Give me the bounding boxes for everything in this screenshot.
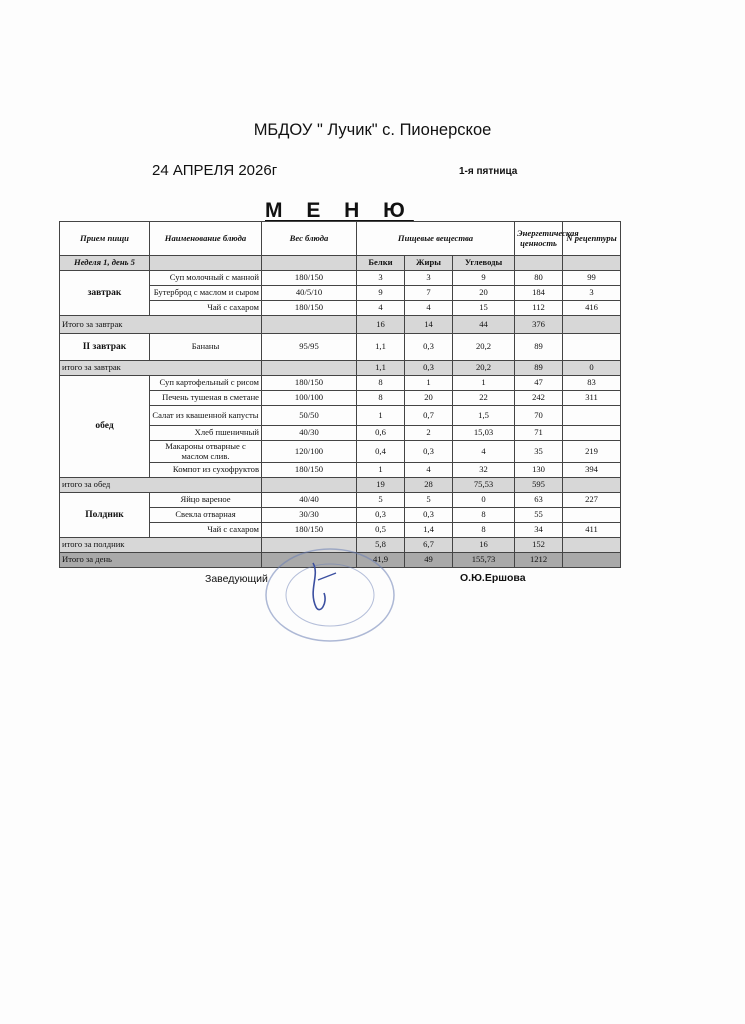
recipe-cell xyxy=(563,426,621,441)
dish-weight: 180/150 xyxy=(262,271,357,286)
header-meal: Прием пищи xyxy=(60,222,150,256)
dish-weight: 180/150 xyxy=(262,301,357,316)
energy-cell: 595 xyxy=(515,478,563,493)
fat-cell: 5 xyxy=(405,493,453,508)
recipe-cell: 411 xyxy=(563,523,621,538)
fat-cell: 7 xyxy=(405,286,453,301)
carbs-cell: 4 xyxy=(453,441,515,463)
meal-snack: Полдник xyxy=(60,493,150,538)
header-protein: Белки xyxy=(357,256,405,271)
recipe-cell: 311 xyxy=(563,391,621,406)
fat-cell: 28 xyxy=(405,478,453,493)
protein-cell: 16 xyxy=(357,316,405,334)
recipe-cell: 394 xyxy=(563,463,621,478)
table-row xyxy=(60,376,621,391)
dish-name: Компот из сухофруктов xyxy=(150,463,262,478)
recipe-cell: 227 xyxy=(563,493,621,508)
week-day-label: Неделя 1, день 5 xyxy=(60,256,150,271)
fat-cell: 4 xyxy=(405,301,453,316)
energy-cell: 34 xyxy=(515,523,563,538)
protein-cell: 5 xyxy=(357,493,405,508)
energy-cell: 112 xyxy=(515,301,563,316)
carbs-cell: 75,53 xyxy=(453,478,515,493)
dish-name: Чай с сахаром xyxy=(150,301,262,316)
subheader-row xyxy=(60,256,621,271)
fat-cell: 2 xyxy=(405,426,453,441)
meal-lunch: обед xyxy=(60,376,150,478)
fat-cell: 3 xyxy=(405,271,453,286)
protein-cell: 41,9 xyxy=(357,553,405,568)
menu-table xyxy=(59,221,621,568)
dish-weight: 180/150 xyxy=(262,376,357,391)
energy-cell: 63 xyxy=(515,493,563,508)
recipe-cell xyxy=(563,508,621,523)
carbs-cell: 20,2 xyxy=(453,334,515,361)
recipe-cell xyxy=(563,553,621,568)
protein-cell: 0,6 xyxy=(357,426,405,441)
dish-name: Суп картофельный с рисом xyxy=(150,376,262,391)
protein-cell: 9 xyxy=(357,286,405,301)
dish-name: Бананы xyxy=(150,334,262,361)
carbs-cell: 15 xyxy=(453,301,515,316)
stamp-icon xyxy=(258,545,398,645)
energy-cell: 70 xyxy=(515,406,563,426)
total-row xyxy=(60,478,621,493)
organization-title: МБДОУ " Лучик" с. Пионерское xyxy=(253,121,492,139)
dish-weight: 40/40 xyxy=(262,493,357,508)
protein-cell: 1 xyxy=(357,463,405,478)
dish-weight: 180/150 xyxy=(262,523,357,538)
meal-breakfast: завтрак xyxy=(60,271,150,316)
dish-name: Суп молочный с манной xyxy=(150,271,262,286)
recipe-cell xyxy=(563,538,621,553)
fat-cell: 1 xyxy=(405,376,453,391)
energy-cell: 184 xyxy=(515,286,563,301)
fat-cell: 6,7 xyxy=(405,538,453,553)
dish-weight: 40/5/10 xyxy=(262,286,357,301)
header-weight: Вес блюда xyxy=(262,222,357,256)
carbs-cell: 22 xyxy=(453,391,515,406)
energy-cell: 55 xyxy=(515,508,563,523)
signature-name: О.Ю.Ершова xyxy=(460,572,526,584)
dish-weight: 95/95 xyxy=(262,334,357,361)
recipe-cell: 3 xyxy=(563,286,621,301)
fat-cell: 0,3 xyxy=(405,508,453,523)
energy-cell: 130 xyxy=(515,463,563,478)
carbs-cell: 32 xyxy=(453,463,515,478)
protein-cell: 8 xyxy=(357,391,405,406)
energy-cell: 152 xyxy=(515,538,563,553)
total-row xyxy=(60,361,621,376)
dish-name: Макароны отварные с маслом слив. xyxy=(150,441,262,463)
table-row xyxy=(60,334,621,361)
energy-cell: 89 xyxy=(515,334,563,361)
fat-cell: 0,7 xyxy=(405,406,453,426)
energy-cell: 376 xyxy=(515,316,563,334)
energy-cell: 71 xyxy=(515,426,563,441)
header-nutrients: Пищевые вещества xyxy=(357,222,515,256)
dish-weight: 40/30 xyxy=(262,426,357,441)
carbs-cell: 15,03 xyxy=(453,426,515,441)
total-label: итого за обед xyxy=(60,478,262,493)
recipe-cell xyxy=(563,316,621,334)
signature-position: Заведующий xyxy=(205,573,268,585)
dish-weight: 100/100 xyxy=(262,391,357,406)
energy-cell: 242 xyxy=(515,391,563,406)
fat-cell: 0,3 xyxy=(405,334,453,361)
carbs-cell: 8 xyxy=(453,523,515,538)
total-label: итого за завтрак xyxy=(60,361,262,376)
total-row xyxy=(60,316,621,334)
header-carbs: Углеводы xyxy=(453,256,515,271)
dish-weight: 30/30 xyxy=(262,508,357,523)
protein-cell: 5,8 xyxy=(357,538,405,553)
recipe-cell xyxy=(563,334,621,361)
carbs-cell: 1,5 xyxy=(453,406,515,426)
carbs-cell: 44 xyxy=(453,316,515,334)
menu-heading: М Е Н Ю xyxy=(265,199,414,222)
fat-cell: 0,3 xyxy=(405,361,453,376)
dish-weight: 120/100 xyxy=(262,441,357,463)
carbs-cell: 16 xyxy=(453,538,515,553)
carbs-cell: 0 xyxy=(453,493,515,508)
carbs-cell: 1 xyxy=(453,376,515,391)
protein-cell: 1,1 xyxy=(357,361,405,376)
dish-name: Чай с сахаром xyxy=(150,523,262,538)
energy-cell: 35 xyxy=(515,441,563,463)
meal-second-breakfast: II завтрак xyxy=(60,334,150,361)
protein-cell: 19 xyxy=(357,478,405,493)
fat-cell: 20 xyxy=(405,391,453,406)
protein-cell: 3 xyxy=(357,271,405,286)
carbs-cell: 8 xyxy=(453,508,515,523)
energy-cell: 1212 xyxy=(515,553,563,568)
protein-cell: 0,5 xyxy=(357,523,405,538)
protein-cell: 0,3 xyxy=(357,508,405,523)
recipe-cell: 219 xyxy=(563,441,621,463)
weekday-label: 1-я пятница xyxy=(459,166,518,177)
energy-cell: 47 xyxy=(515,376,563,391)
recipe-cell: 416 xyxy=(563,301,621,316)
dish-weight: 180/150 xyxy=(262,463,357,478)
dish-name: Яйцо вареное xyxy=(150,493,262,508)
carbs-cell: 20,2 xyxy=(453,361,515,376)
fat-cell: 1,4 xyxy=(405,523,453,538)
menu-date: 24 АПРЕЛЯ 2026г xyxy=(152,162,278,179)
dish-name: Салат из квашенной капусты xyxy=(150,406,262,426)
dish-name: Хлеб пшеничный xyxy=(150,426,262,441)
carbs-cell: 20 xyxy=(453,286,515,301)
fat-cell: 0,3 xyxy=(405,441,453,463)
protein-cell: 1 xyxy=(357,406,405,426)
recipe-cell: 83 xyxy=(563,376,621,391)
protein-cell: 1,1 xyxy=(357,334,405,361)
total-label: Итого за день xyxy=(60,553,262,568)
protein-cell: 4 xyxy=(357,301,405,316)
recipe-cell: 0 xyxy=(563,361,621,376)
table-row xyxy=(60,493,621,508)
protein-cell: 0,4 xyxy=(357,441,405,463)
header-dish: Наименование блюда xyxy=(150,222,262,256)
signature-icon xyxy=(313,563,325,610)
energy-cell: 80 xyxy=(515,271,563,286)
fat-cell: 14 xyxy=(405,316,453,334)
carbs-cell: 9 xyxy=(453,271,515,286)
recipe-cell: 99 xyxy=(563,271,621,286)
header-fat: Жиры xyxy=(405,256,453,271)
dish-name: Свекла отварная xyxy=(150,508,262,523)
total-label: итого за полдник xyxy=(60,538,262,553)
protein-cell: 8 xyxy=(357,376,405,391)
dish-weight: 50/50 xyxy=(262,406,357,426)
fat-cell: 49 xyxy=(405,553,453,568)
table-row xyxy=(60,271,621,286)
recipe-cell xyxy=(563,406,621,426)
energy-cell: 89 xyxy=(515,361,563,376)
table-header-row xyxy=(60,222,621,256)
total-label: Итого за завтрак xyxy=(60,316,262,334)
fat-cell: 4 xyxy=(405,463,453,478)
header-recipe: N рецептуры xyxy=(563,222,621,256)
header-energy: Энергетическая ценность xyxy=(515,222,563,256)
carbs-cell: 155,73 xyxy=(453,553,515,568)
dish-name: Бутерброд с маслом и сыром xyxy=(150,286,262,301)
recipe-cell xyxy=(563,478,621,493)
dish-name: Печень тушеная в сметане xyxy=(150,391,262,406)
